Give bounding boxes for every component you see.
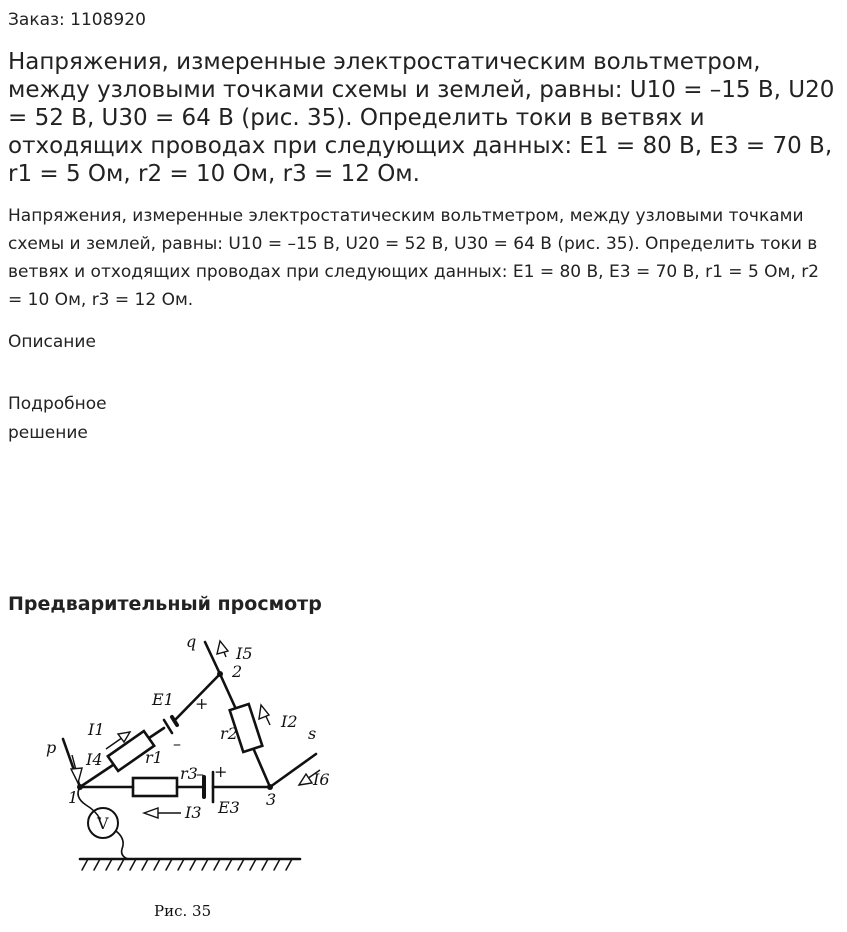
label-r3: r3 [180, 764, 198, 783]
e1-minus-sign: – [173, 734, 181, 753]
label-I5: I5 [236, 644, 253, 663]
label-s: s [308, 724, 317, 743]
label-E1: E1 [152, 690, 174, 709]
arrow-I2 [259, 705, 270, 725]
label-E3: E3 [218, 798, 240, 817]
node-2-dot [217, 671, 223, 677]
figure-caption: Рис. 35 [154, 902, 212, 920]
arrow-I4 [71, 755, 82, 783]
e3-minus-sign: – [196, 764, 204, 783]
problem-text: Напряжения, измеренные электростатическим вольтметром, между узловыми точками схемы и землей, равны: U10 = –15 В, U20 = 52 В, U30 = 64 В (рис. 35). Определить токи в ветвях и отходящих проводах при следующих данных: E1 = 80 В, E3 = 70 В, r1 = 5 Ом, r2 = 10 Ом, r3 = 12 Ом. [8, 206, 819, 310]
label-I6: I6 [313, 770, 330, 789]
preview-heading: Предварительный просмотр [8, 593, 322, 615]
label-p: p [46, 738, 57, 757]
label-node-3: 3 [266, 790, 277, 809]
circuit-diagram [38, 627, 348, 927]
e3-plus-sign: + [214, 762, 228, 781]
arrow-I3 [144, 808, 181, 818]
resistor-r3 [133, 778, 177, 796]
e1-plate-long [164, 720, 172, 733]
label-node-1: 1 [68, 788, 79, 807]
wire-q [205, 642, 220, 674]
label-q: q [186, 632, 197, 651]
order-number: Заказ: 1108920 [8, 10, 146, 30]
solution-label: Подробное решение [8, 394, 107, 443]
voltmeter-label: V [97, 814, 109, 833]
label-r1: r1 [145, 748, 163, 767]
description-label: Описание [8, 332, 96, 352]
label-I1: I1 [88, 720, 105, 739]
label-I3: I3 [185, 803, 202, 822]
arrow-I5 [217, 641, 228, 657]
label-r2: r2 [220, 724, 238, 743]
arrow-I1 [106, 732, 130, 749]
problem-title: Напряжения, измеренные электростатическим вольтметром, между узловыми точками схемы и землей, равны: U10 = –15 В, U20 = 52 В, U30 = 64 В (рис. 35). Определить токи в ветвях и отходящих проводах при следующих данных: E1 = 80 В, E3 = 70 В, r1 = 5 Ом, r2 = 10 Ом, r3 = 12 Ом. [8, 49, 835, 187]
wire-r2-3 [254, 750, 270, 787]
label-I2: I2 [281, 712, 298, 731]
e1-plus-sign: + [195, 694, 209, 713]
ground-hatching [82, 859, 292, 870]
circuit-figure [38, 627, 348, 927]
label-node-2: 2 [232, 662, 243, 681]
label-I4: I4 [86, 750, 103, 769]
wire-r1-e1 [149, 728, 164, 738]
voltmeter-lead-bottom [116, 831, 128, 859]
